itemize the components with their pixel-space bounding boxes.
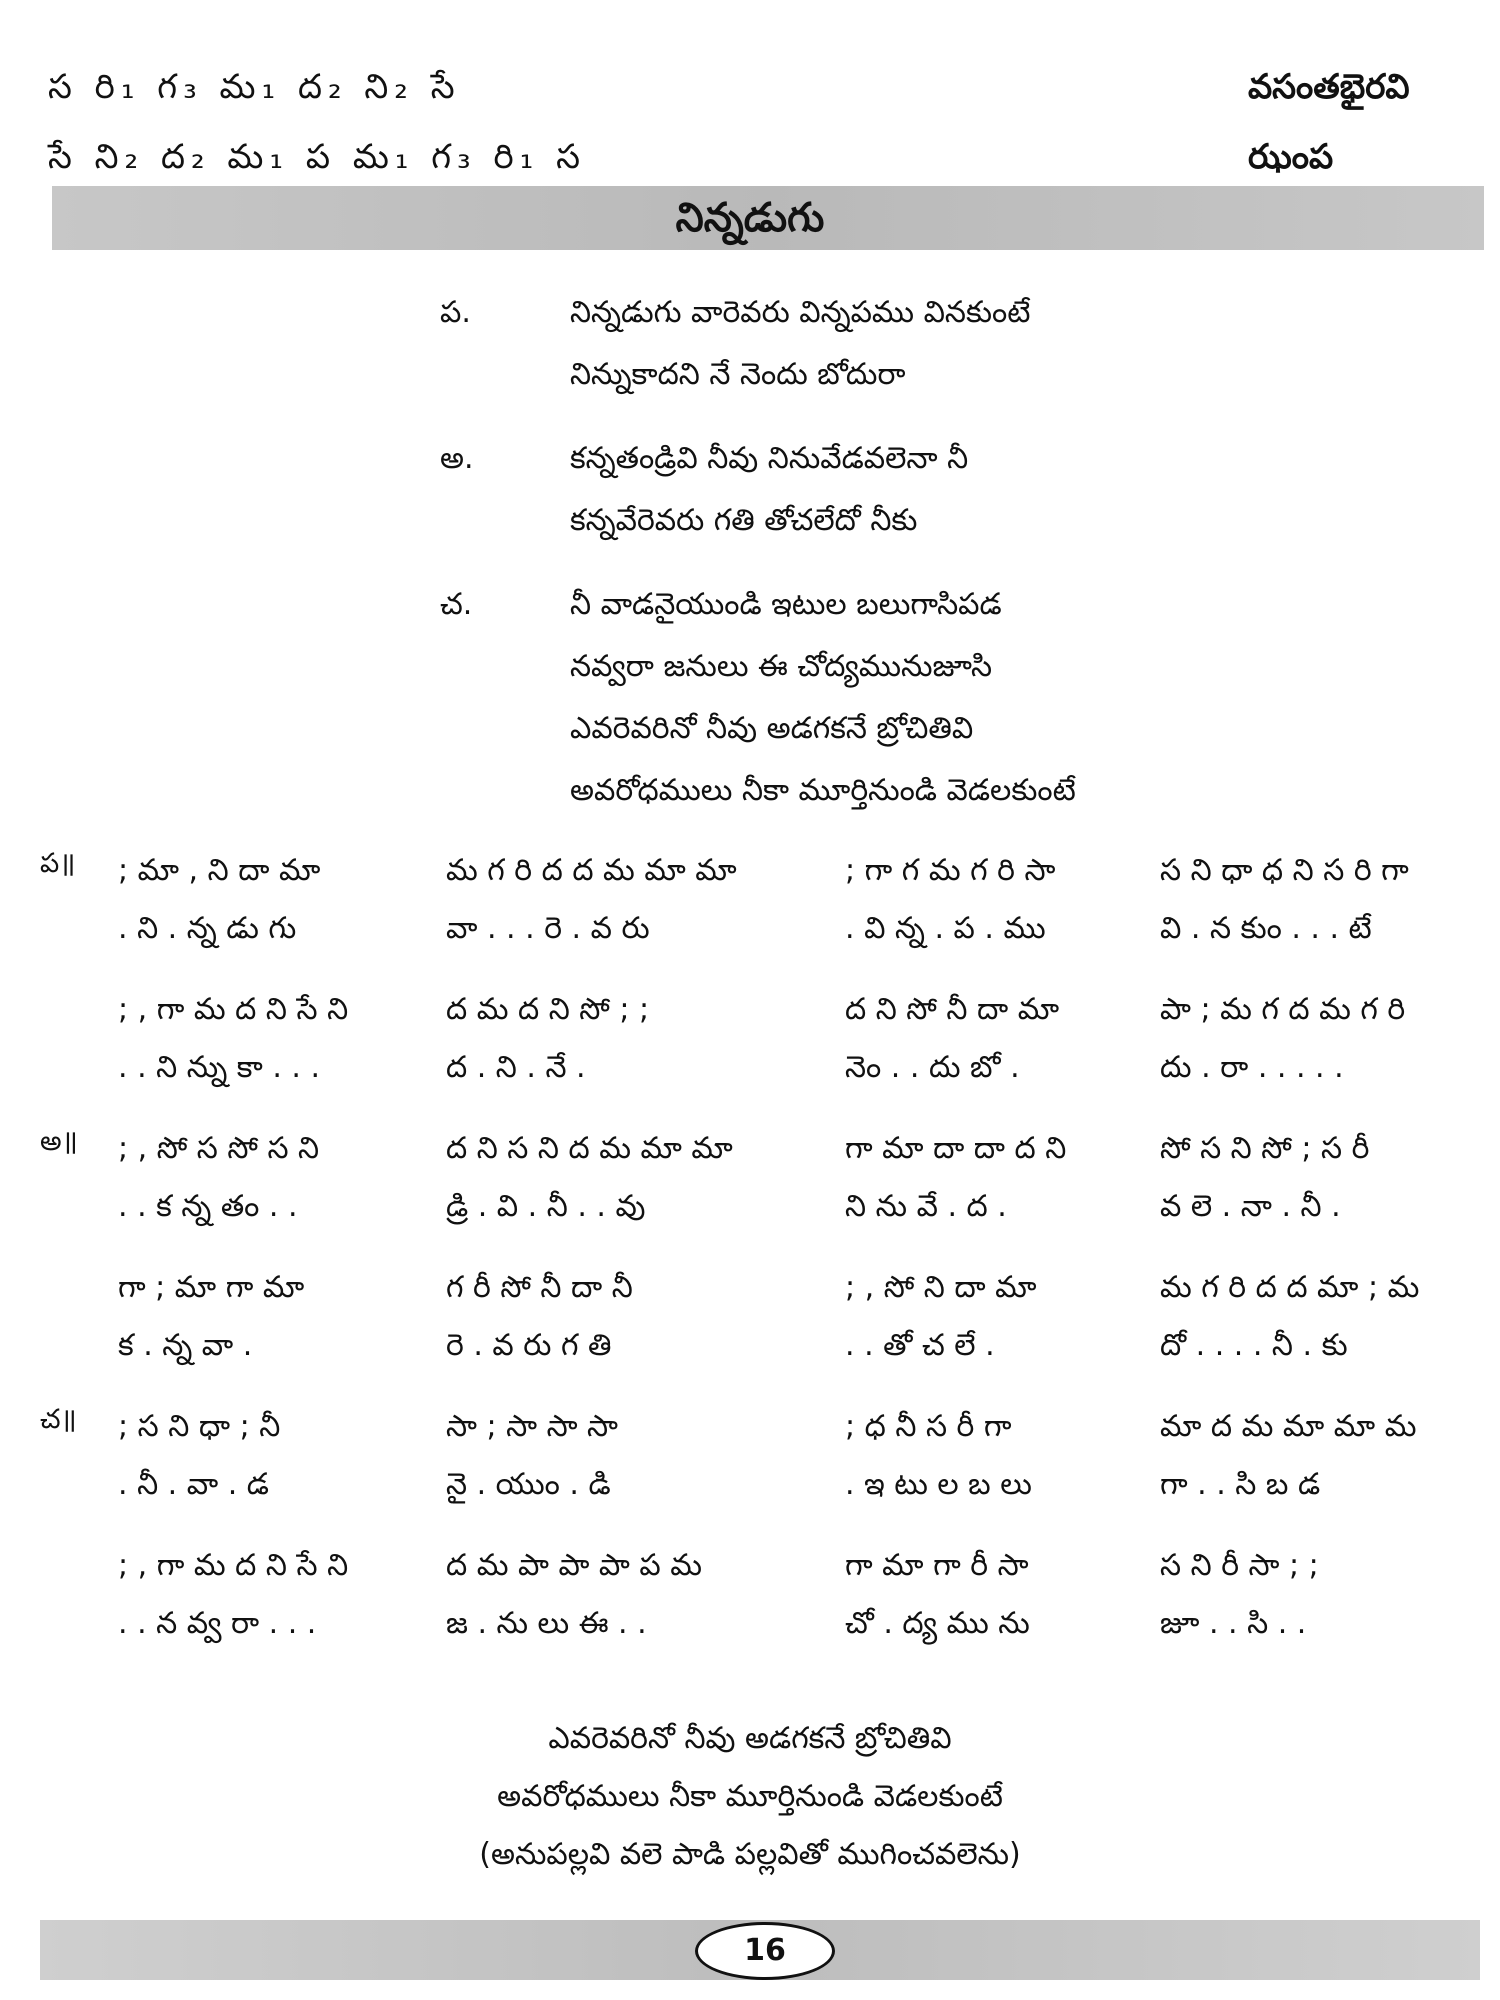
section-label: చ. xyxy=(440,587,473,622)
notation-cell xyxy=(845,1537,1030,1653)
notation-row xyxy=(40,1398,1480,1537)
sahitya-line: . నీ . వా . డ xyxy=(118,1467,269,1502)
pallavi-block xyxy=(440,282,1440,406)
tala-name: ఝంప xyxy=(1248,137,1334,177)
sahitya-line: రె . వ రు గ తి xyxy=(446,1328,612,1363)
swara-line: మ గ రి ద ద మ మా మా xyxy=(446,853,737,888)
notation-cell xyxy=(845,981,1059,1097)
notation-row xyxy=(40,1259,1480,1398)
sahitya-line: . . ని న్ను కా . . . xyxy=(118,1050,321,1085)
charanam-block xyxy=(440,574,1440,822)
arohana-line: స రి₁ గ₃ మ₁ ద₂ ని₂ సే xyxy=(48,67,461,107)
ending-instruction: (అనుపల్లవి వలె పాడి పల్లవితో ముగించవలెను) xyxy=(479,1837,1021,1872)
sahitya-line: గా . . సి బ డ xyxy=(1160,1467,1321,1502)
sahitya-line: జూ . . సి . . xyxy=(1160,1606,1307,1641)
notation-cell xyxy=(1160,1537,1319,1653)
notation-section xyxy=(40,842,1480,1676)
notation-cell xyxy=(118,1120,319,1236)
swara-line: పా ; మ గ ద మ గ రి xyxy=(1160,992,1406,1027)
lyric-line: నిన్నడుగు వారెవరు విన్నపము వినకుంటే xyxy=(570,295,1031,330)
sahitya-line: . ఇ టు ల బ లు xyxy=(845,1467,1032,1502)
notation-cell xyxy=(845,1259,1037,1375)
notation-section-label: ప॥ xyxy=(40,848,76,879)
raga-tala xyxy=(1248,52,1410,192)
sahitya-line: చో . ద్య ము ను xyxy=(845,1606,1030,1641)
notation-cell xyxy=(1160,981,1405,1097)
sahitya-line: . . న వ్వ రా . . . xyxy=(118,1606,317,1641)
swara-line: స ని రీ సా ; ; xyxy=(1160,1548,1319,1583)
sahitya-line: . . తో చ లే . xyxy=(845,1328,995,1363)
section-label: ప. xyxy=(440,295,471,330)
swara-line: మ గ రి ద ద మా ; మ xyxy=(1160,1270,1420,1305)
section-label: అ. xyxy=(440,441,474,476)
swara-line: ; , సో ని దా మా xyxy=(845,1270,1037,1305)
avarohana-line: సే ని₂ ద₂ మ₁ ప మ₁ గ₃ రి₁ స xyxy=(48,137,586,177)
notation-cell xyxy=(1160,842,1409,958)
sahitya-line: . వి న్న . ప . ము xyxy=(845,911,1046,946)
notation-cell xyxy=(446,1398,618,1514)
lyric-line: కన్నతండ్రివి నీవు నినువేడవలెనా నీ xyxy=(570,441,969,476)
notation-cell xyxy=(118,842,320,958)
sahitya-line: వా . . . రె . వ రు xyxy=(446,911,650,946)
lyric-line: నీ వాడనైయుండి ఇటుల బలుగాసిపడ xyxy=(570,587,1002,622)
notation-row xyxy=(40,842,1480,981)
sahitya-line: క . న్న వా . xyxy=(118,1328,253,1363)
notation-cell xyxy=(845,842,1055,958)
swara-line: గా మా గా రీ సా xyxy=(845,1548,1029,1583)
swara-line: ; గా గ మ గ రి సా xyxy=(845,853,1056,888)
swara-line: ద ని సో నీ దా మా xyxy=(845,992,1060,1027)
notation-cell xyxy=(446,981,649,1097)
swara-line: గా ; మా గా మా xyxy=(118,1270,305,1305)
swara-line: ; ధ నీ స రీ గా xyxy=(845,1409,1012,1444)
swara-line: గ రీ సో నీ దా నీ xyxy=(446,1270,633,1305)
lyric-line: నిన్నుకాదని నే నెందు బోదురా xyxy=(570,357,906,392)
swara-line: గా మా దా దా ద ని xyxy=(845,1131,1067,1166)
sahitya-line: . . క న్న తం . . xyxy=(118,1189,298,1224)
swara-line: ; , గా మ ద ని సే ని xyxy=(118,992,349,1027)
swara-line: సో స ని సో ; స రీ xyxy=(1160,1131,1370,1166)
sahitya-line: దు . రా . . . . . xyxy=(1160,1050,1344,1085)
sahitya-line: . ని . న్న డు గు xyxy=(118,911,297,946)
swara-line: సా ; సా సా సా xyxy=(446,1409,618,1444)
swara-line: ; స ని ధా ; నీ xyxy=(118,1409,281,1444)
ending-section xyxy=(0,1710,1500,1884)
notation-cell xyxy=(118,1398,280,1514)
ending-line: అవరోధములు నీకా మూర్తినుండి వెడలకుంటే xyxy=(497,1779,1003,1814)
scale-notes xyxy=(48,52,586,192)
notation-cell xyxy=(845,1398,1032,1514)
notation-cell xyxy=(446,1537,702,1653)
swara-line: ద ని స ని ద మ మా మా xyxy=(446,1131,733,1166)
notation-cell xyxy=(845,1120,1066,1236)
notation-cell xyxy=(446,1259,633,1375)
notation-section-label: చ॥ xyxy=(40,1404,77,1435)
swara-line: ; , గా మ ద ని సే ని xyxy=(118,1548,349,1583)
anupallavi-block xyxy=(440,428,1440,552)
swara-line: మా ద మ మా మా మ xyxy=(1160,1409,1417,1444)
swara-line: ; మా , ని దా మా xyxy=(118,853,321,888)
lyric-line: నవ్వరా జనులు ఈ చోద్యమునుజూసి xyxy=(570,649,993,684)
notation-row xyxy=(40,1537,1480,1676)
notation-cell xyxy=(446,842,737,958)
ending-line: ఎవరెవరినో నీవు అడగకనే బ్రోచితివి xyxy=(548,1721,952,1756)
notation-cell xyxy=(1160,1120,1369,1236)
notation-row xyxy=(40,1120,1480,1259)
notation-cell xyxy=(446,1120,733,1236)
lyric-line: కన్నవేరెవరు గతి తోచలేదో నీకు xyxy=(570,503,918,538)
swara-line: ద మ ద ని సో ; ; xyxy=(446,992,650,1027)
song-title: నిన్నడుగు xyxy=(675,195,825,241)
sahitya-line: నెం . . దు బో . xyxy=(845,1050,1020,1085)
notation-cell xyxy=(118,1537,348,1653)
page-number: 16 xyxy=(695,1922,835,1980)
sahitya-line: జ . ను లు ఈ . . xyxy=(446,1606,647,1641)
sahitya-line: ద . ని . నే . xyxy=(446,1050,586,1085)
sahitya-line: వ లె . నా . నీ . xyxy=(1160,1189,1341,1224)
sahitya-line: దో . . . . నీ . కు xyxy=(1160,1328,1348,1363)
sahitya-line: ని ను వే . ద . xyxy=(845,1189,1007,1224)
sahitya-line: వి . న కుం . . . టే xyxy=(1160,911,1372,946)
sahitya-line: నై . యుం . డి xyxy=(446,1467,611,1502)
swara-line: ద మ పా పా పా ప మ xyxy=(446,1548,702,1583)
lyric-line: ఎవరెవరినో నీవు అడగకనే బ్రోచితివి xyxy=(570,711,974,746)
swara-line: స ని ధా ధ ని స రి గా xyxy=(1160,853,1409,888)
raga-name: వసంతభైరవి xyxy=(1248,67,1410,107)
notation-cell xyxy=(1160,1259,1419,1375)
swara-line: ; , సో స సో స ని xyxy=(118,1131,320,1166)
notation-cell xyxy=(1160,1398,1416,1514)
notation-cell xyxy=(118,1259,304,1375)
notation-section-label: అ॥ xyxy=(40,1126,78,1157)
sahitya-line: డ్రి . వి . నీ . . వు xyxy=(446,1189,646,1224)
lyrics-section xyxy=(440,282,1440,844)
notation-row xyxy=(40,981,1480,1120)
notation-cell xyxy=(118,981,348,1097)
lyric-line: అవరోధములు నీకా మూర్తినుండి వెడలకుంటే xyxy=(570,773,1076,808)
